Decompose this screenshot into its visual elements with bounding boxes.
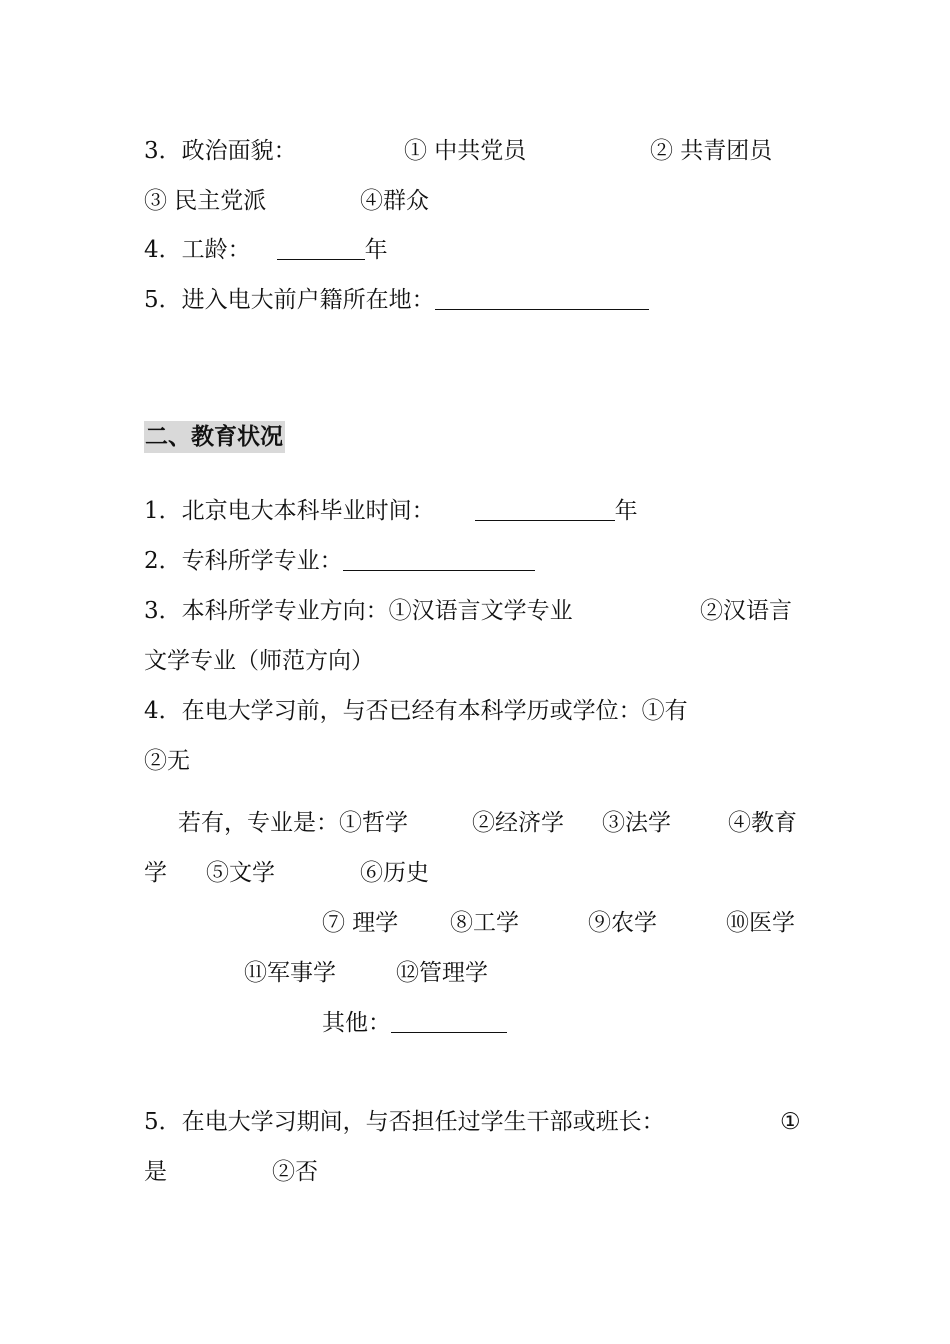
section-heading-education: 二、教育状况: [144, 421, 285, 453]
major-education[interactable]: ④教育: [728, 810, 797, 836]
seniority-unit: 年: [364, 237, 388, 263]
political-status-label: 3．政治面貌：: [144, 138, 297, 164]
q1-unit: 年: [614, 498, 638, 524]
q3-option-2[interactable]: ②汉语言: [700, 598, 792, 624]
option-masses[interactable]: ④群众: [360, 188, 429, 214]
q4-line-2: [144, 745, 190, 777]
q3-option-2-cont: 文学专业（师范方向）: [144, 648, 374, 674]
majors-line-2: [144, 857, 429, 889]
political-status-line-2: [144, 185, 429, 217]
seniority-blank[interactable]: [277, 237, 365, 260]
q5-line-2: [144, 1156, 318, 1188]
majors-line-4: [244, 957, 488, 989]
majors-line-3: [322, 907, 795, 939]
q1-line: [144, 495, 638, 527]
option-democratic-party[interactable]: ③ 民主党派: [144, 188, 267, 214]
q5-option-yes-marker[interactable]: ①: [780, 1109, 801, 1135]
q3-label[interactable]: 3．本科所学专业方向：①汉语言文学专业: [144, 598, 573, 624]
junior-college-major-blank[interactable]: [343, 548, 535, 571]
seniority-line: [144, 234, 388, 266]
major-education-cont: 学: [144, 860, 167, 886]
major-philosophy[interactable]: 若有，专业是：①哲学: [178, 810, 408, 836]
major-history[interactable]: ⑥历史: [360, 860, 429, 886]
major-medicine[interactable]: ⑩医学: [726, 910, 795, 936]
major-other-blank[interactable]: [391, 1010, 507, 1033]
graduation-time-blank[interactable]: [475, 498, 615, 521]
q5-option-yes[interactable]: 是: [144, 1159, 167, 1185]
majors-other-line: [322, 1007, 507, 1039]
q2-line: [144, 545, 535, 577]
major-agriculture[interactable]: ⑨农学: [588, 910, 657, 936]
household-blank[interactable]: [435, 287, 649, 310]
major-economics[interactable]: ②经济学: [472, 810, 564, 836]
majors-line-1: [178, 807, 797, 839]
q5-option-no[interactable]: ②否: [272, 1159, 318, 1185]
q4-option-no[interactable]: ②无: [144, 748, 190, 774]
q4-question: 4．在电大学习前，与否已经有本科学历或学位：①有: [144, 698, 688, 724]
q1-label: 1．北京电大本科毕业时间：: [144, 498, 435, 524]
household-label: 5．进入电大前户籍所在地：: [144, 287, 435, 313]
major-military[interactable]: ⑪军事学: [244, 960, 336, 986]
major-science[interactable]: ⑦ 理学: [322, 910, 399, 936]
major-other-label: 其他：: [322, 1010, 391, 1036]
major-management[interactable]: ⑫管理学: [396, 960, 488, 986]
option-party-member[interactable]: ① 中共党员: [404, 138, 527, 164]
q5-line: [144, 1106, 801, 1138]
household-line: [144, 284, 649, 316]
q2-label: 2．专科所学专业：: [144, 548, 343, 574]
q5-question: 5．在电大学习期间，与否担任过学生干部或班长：: [144, 1109, 665, 1135]
major-law[interactable]: ③法学: [602, 810, 671, 836]
option-league-member[interactable]: ② 共青团员: [650, 138, 773, 164]
q3-line-2: [144, 645, 374, 677]
major-engineering[interactable]: ⑧工学: [450, 910, 519, 936]
q4-line: [144, 695, 688, 727]
political-status-line: [144, 135, 773, 167]
major-literature[interactable]: ⑤文学: [206, 860, 275, 886]
seniority-label: 4．工龄：: [144, 237, 251, 263]
q3-line: [144, 595, 792, 627]
